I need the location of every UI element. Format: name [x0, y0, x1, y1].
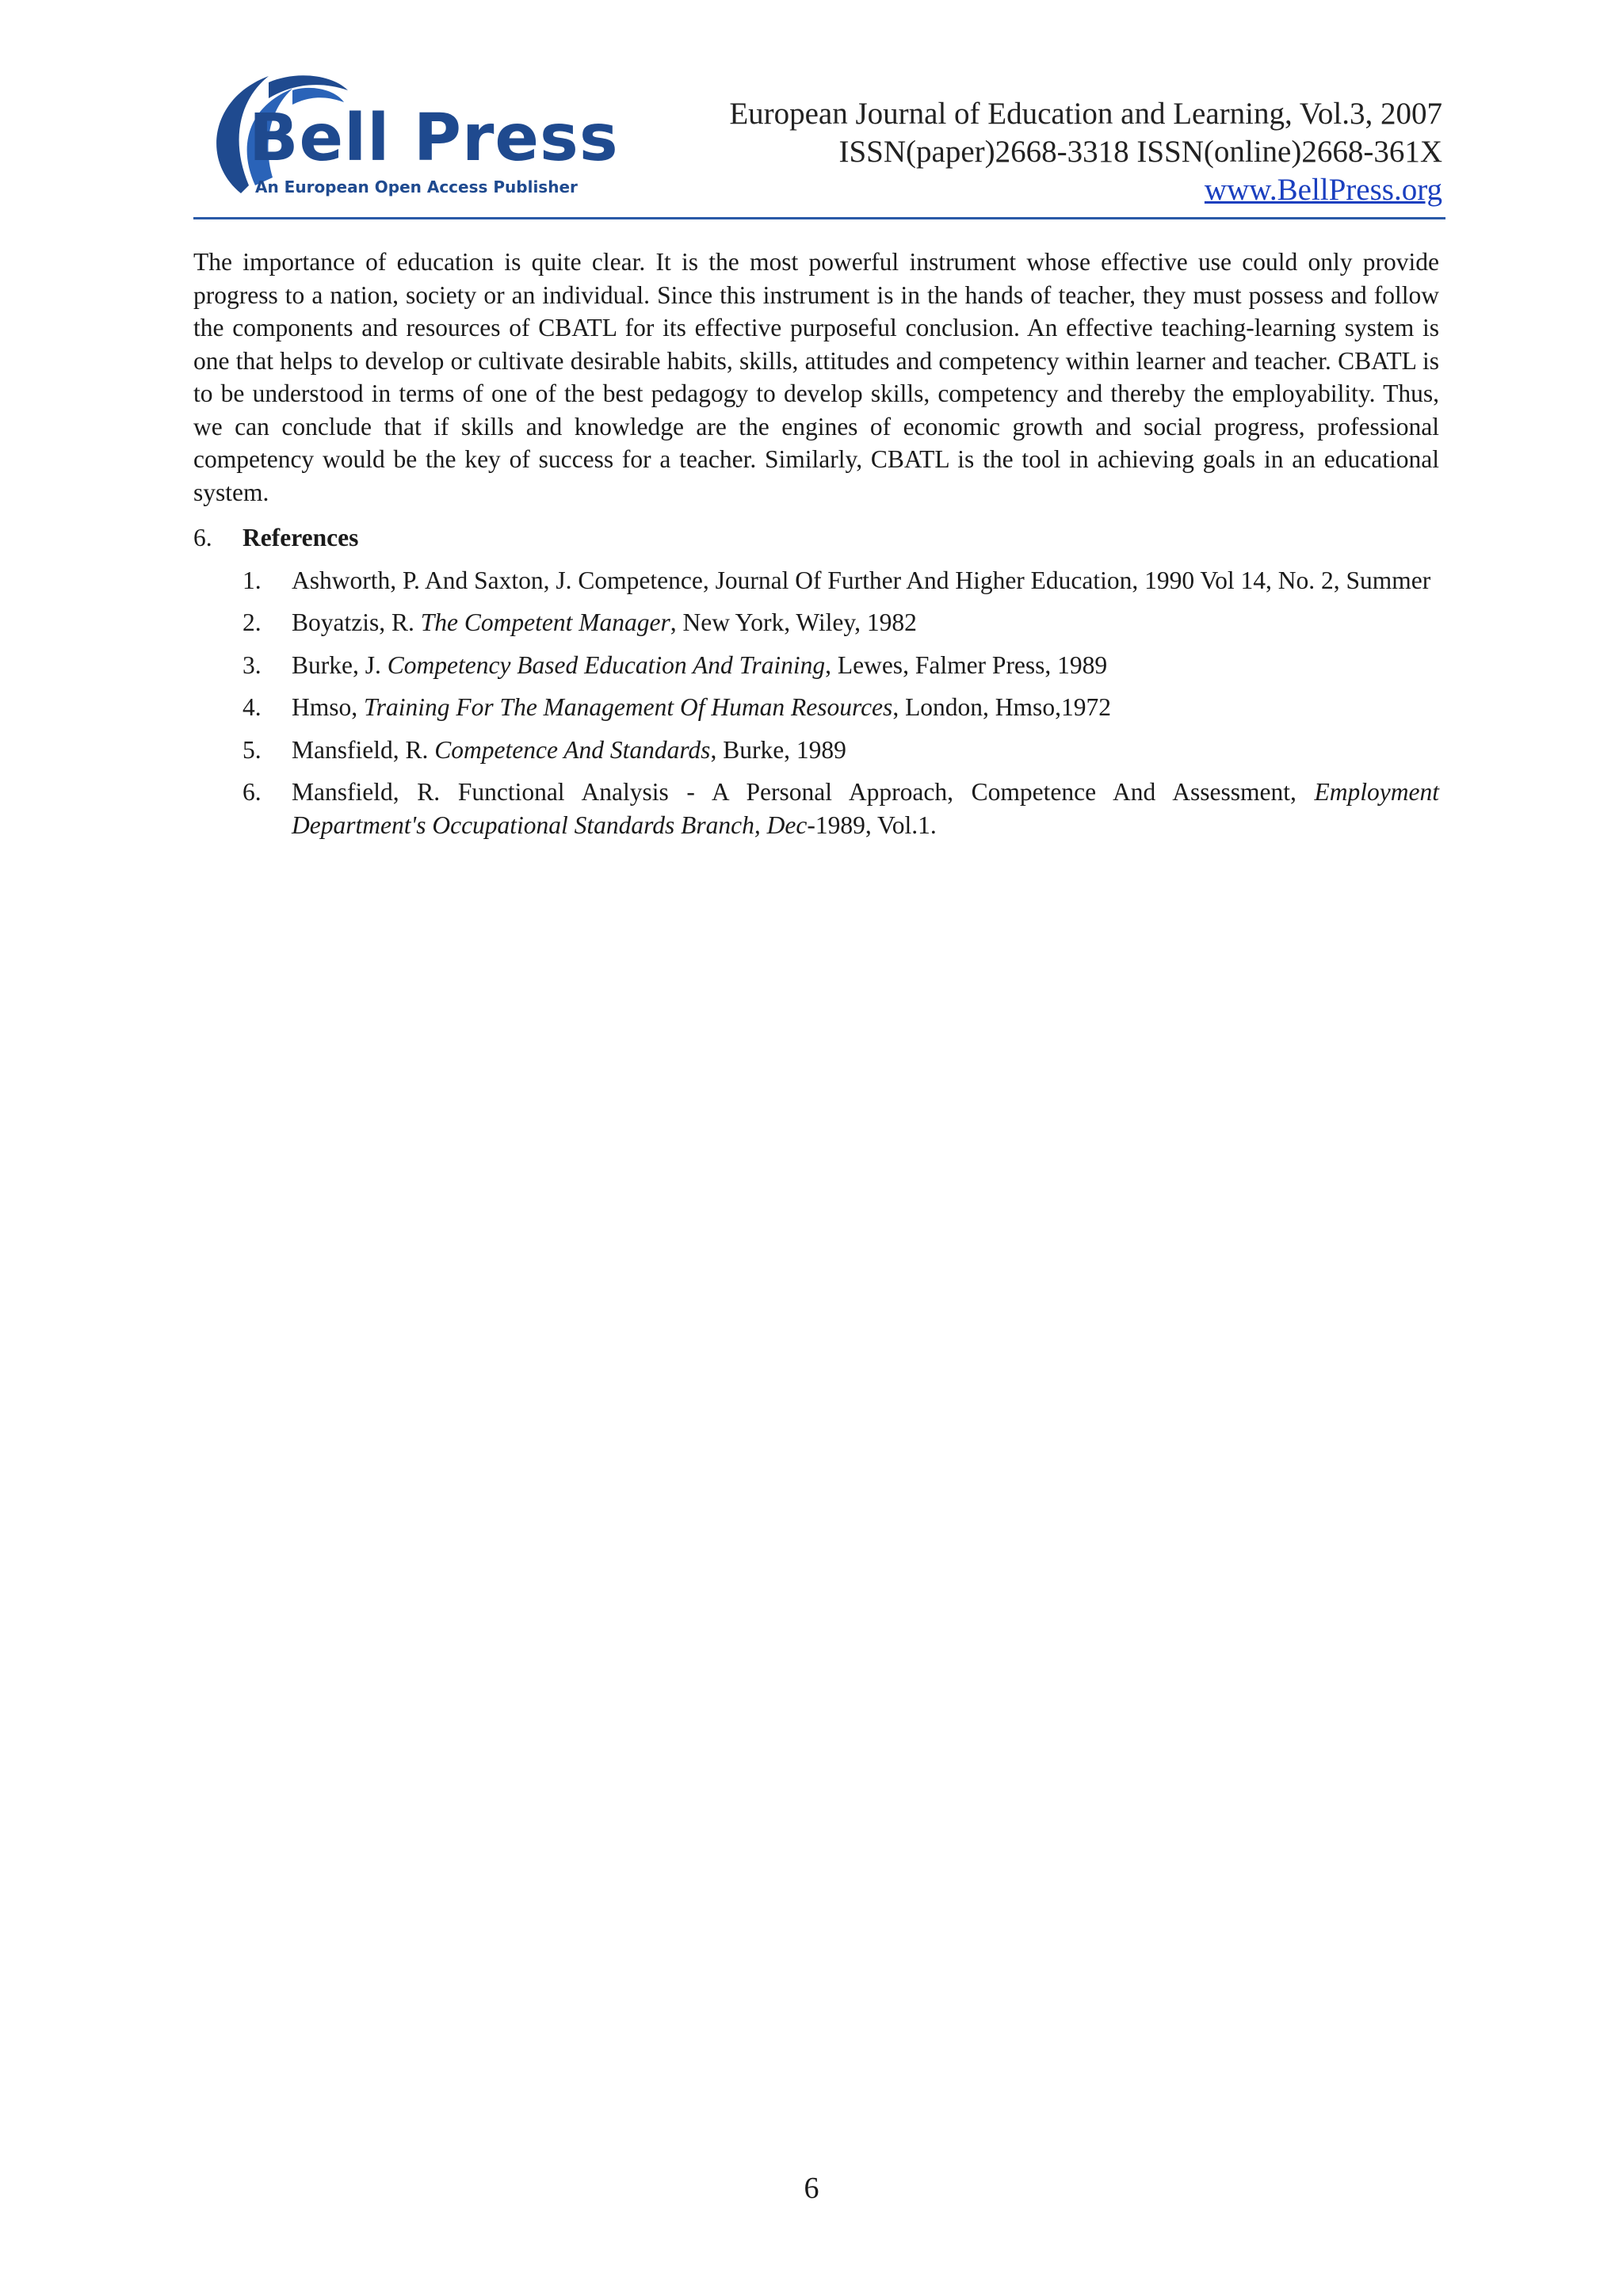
- reference-title-italic: Employment Department's Occupational Standards Branch, Dec: [292, 778, 1439, 839]
- reference-number: 1.: [242, 566, 262, 594]
- reference-text: [292, 734, 1439, 767]
- reference-text-tail: , New York, Wiley, 1982: [670, 608, 917, 636]
- reference-item: [193, 606, 1439, 639]
- reference-text: [292, 691, 1439, 724]
- reference-item: [193, 564, 1439, 597]
- conclusion-paragraph: The importance of education is quite clear. It is the most powerful instrument whose effective use could only provide progress to a nation, society or an individual. Since this instrument is in the hands of teacher, they must possess and follow the components and resources of CBATL for its effective purposeful conclusion. An effective teaching-learning system is one that helps to develop or cultivate desirable habits, skills, attitudes and competency within learner and teacher. CBATL is to be understood in terms of one of the best pedagogy to develop skills, competency and thereby the employability. Thus, we can conclude that if skills and knowledge are the engines of economic growth and social progress, professional competency would be the key of success for a teacher. Similarly, CBATL is the tool in achieving goals in an educational system.: [193, 248, 1439, 506]
- reference-number: 6.: [242, 778, 262, 806]
- reference-list: [193, 564, 1439, 842]
- reference-item: [193, 649, 1439, 682]
- reference-item: [193, 691, 1439, 724]
- reference-title-italic: Training For The Management Of Human Resources: [364, 693, 893, 721]
- reference-number: 4.: [242, 693, 262, 721]
- reference-text-tail: , Burke, 1989: [710, 735, 846, 764]
- reference-text-tail: , Lewes, Falmer Press, 1989: [825, 650, 1108, 679]
- reference-text: [292, 564, 1439, 597]
- reference-text: [292, 606, 1439, 639]
- main-content: [193, 246, 1439, 851]
- reference-item: [193, 776, 1439, 841]
- reference-title-italic: Competency Based Education And Training: [387, 650, 826, 679]
- header-divider: [193, 217, 1445, 219]
- reference-text-plain: Mansfield, R. Functional Analysis - A Personal Approach, Competence And Assessment,: [292, 778, 1315, 806]
- reference-number: 2.: [242, 608, 262, 636]
- reference-text-plain: Hmso,: [292, 693, 365, 721]
- reference-number: 5.: [242, 735, 262, 764]
- reference-text-plain: Mansfield, R.: [292, 735, 435, 764]
- reference-title-italic: The Competent Manager: [420, 608, 670, 636]
- page-number: 6: [804, 2172, 819, 2205]
- logo-tagline: An European Open Access Publisher: [255, 177, 578, 196]
- journal-issn: ISSN(paper)2668-3318 ISSN(online)2668-361X: [838, 135, 1442, 169]
- section-number: 6.: [193, 524, 212, 551]
- reference-number: 3.: [242, 650, 262, 679]
- journal-info: [729, 95, 1442, 209]
- logo-wordmark: Bell Press: [249, 101, 619, 176]
- journal-website-link[interactable]: www.BellPress.org: [1204, 173, 1442, 207]
- references-heading: [193, 521, 1439, 555]
- reference-text-plain: Ashworth, P. And Saxton, J. Competence, Journal Of Further And Higher Education, 1990 Vol 14, No. 2, Summer: [292, 566, 1431, 594]
- reference-text: [292, 776, 1439, 841]
- reference-text-tail: , London, Hmso,1972: [892, 693, 1111, 721]
- reference-text: [292, 649, 1439, 682]
- section-title: References: [242, 524, 359, 551]
- reference-text-plain: Burke, J.: [292, 650, 388, 679]
- reference-text-tail: -1989, Vol.1.: [807, 810, 937, 839]
- reference-item: [193, 734, 1439, 767]
- publisher-logo: [193, 67, 619, 201]
- page-header: [193, 63, 1442, 222]
- reference-title-italic: Competence And Standards: [434, 735, 711, 764]
- journal-title: European Journal of Education and Learning, Vol.3, 2007: [729, 97, 1442, 131]
- reference-text-plain: Boyatzis, R.: [292, 608, 421, 636]
